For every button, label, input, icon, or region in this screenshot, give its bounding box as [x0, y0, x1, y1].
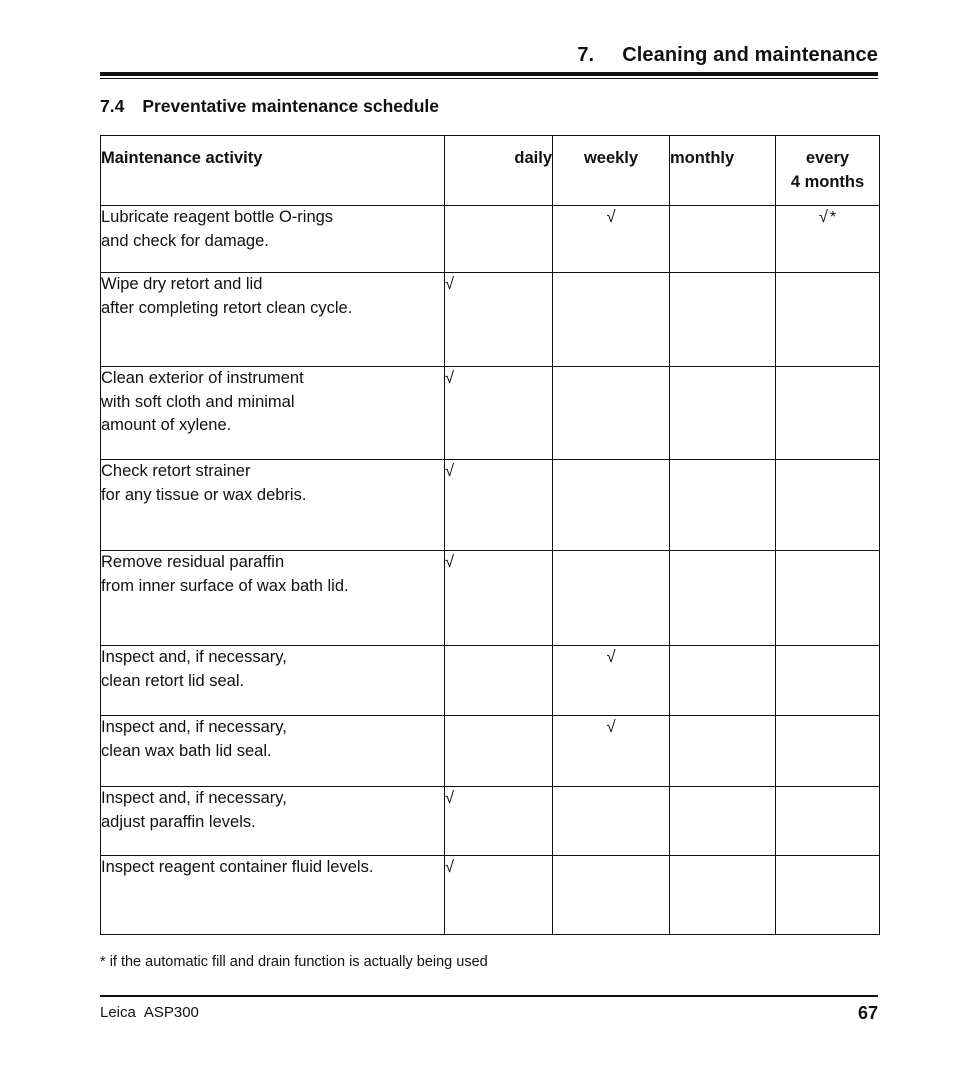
table-row — [101, 460, 880, 551]
weekly-cell — [553, 273, 670, 367]
check-mark: √ — [606, 208, 616, 226]
activity-line: for any tissue or wax debris. — [101, 485, 307, 504]
footer-model: ASP300 — [143, 1004, 199, 1021]
every-4-months-cell — [776, 273, 880, 367]
section-heading — [100, 96, 439, 117]
footnote-marker: * — [100, 954, 106, 970]
activity-line: and check for damage. — [101, 231, 269, 250]
monthly-cell — [670, 787, 776, 856]
weekly-cell — [553, 460, 670, 551]
activity-cell — [101, 367, 445, 460]
col-header-weekly: weekly — [553, 136, 670, 206]
every-4-months-cell — [776, 856, 880, 935]
header-rule-thin — [100, 78, 878, 79]
daily-cell — [445, 206, 553, 273]
col-header-every-line2: 4 months — [790, 172, 865, 191]
daily-cell — [445, 787, 553, 856]
weekly-cell — [553, 716, 670, 787]
daily-cell — [445, 273, 553, 367]
footer-product — [100, 1004, 199, 1021]
chapter-heading — [577, 44, 878, 67]
monthly-cell — [670, 856, 776, 935]
check-mark: √ — [445, 553, 455, 571]
every-4-months-cell — [776, 646, 880, 716]
activity-line: Inspect and, if necessary, — [101, 718, 287, 736]
every-4-months-cell — [776, 716, 880, 787]
activity-cell — [101, 273, 445, 367]
daily-cell — [445, 367, 553, 460]
check-mark: √ — [606, 648, 616, 666]
footnote-text: if the automatic fill and drain function is actually being used — [109, 954, 488, 970]
every-4-months-cell — [776, 206, 880, 273]
daily-cell — [445, 646, 553, 716]
every-4-months-cell — [776, 367, 880, 460]
check-mark: √ — [445, 858, 455, 876]
col-header-every-line1: every — [805, 149, 850, 167]
activity-line: Remove residual paraffin — [101, 553, 285, 571]
table-row — [101, 646, 880, 716]
activity-line: adjust paraffin levels. — [101, 812, 256, 831]
every-4-months-cell — [776, 787, 880, 856]
monthly-cell — [670, 460, 776, 551]
footer-brand: Leica — [100, 1004, 136, 1021]
activity-cell — [101, 206, 445, 273]
activity-line: Lubricate reagent bottle O-rings — [101, 208, 334, 226]
check-mark: √ — [445, 275, 455, 293]
activity-line: Wipe dry retort and lid — [101, 275, 263, 293]
activity-line: with soft cloth and minimal — [101, 392, 295, 411]
activity-cell — [101, 460, 445, 551]
check-mark: √ — [445, 369, 455, 387]
section-number: 7.4 — [100, 96, 125, 116]
monthly-cell — [670, 206, 776, 273]
col-header-monthly: monthly — [670, 136, 776, 206]
table-row — [101, 551, 880, 646]
col-header-activity: Maintenance activity — [101, 136, 445, 206]
daily-cell — [445, 716, 553, 787]
chapter-number: 7. — [577, 44, 595, 66]
header-rule-thick — [100, 72, 878, 76]
weekly-cell — [553, 856, 670, 935]
activity-cell — [101, 551, 445, 646]
page-number: 67 — [857, 1003, 878, 1023]
activity-line: amount of xylene. — [101, 416, 232, 434]
footnote — [100, 954, 488, 970]
check-mark: √ — [445, 462, 455, 480]
weekly-cell — [553, 367, 670, 460]
table-header-row — [101, 136, 880, 206]
col-header-daily: daily — [445, 136, 553, 206]
activity-cell — [101, 716, 445, 787]
table-row — [101, 856, 880, 935]
check-mark: √ — [818, 208, 828, 226]
monthly-cell — [670, 367, 776, 460]
daily-cell — [445, 856, 553, 935]
activity-line: Inspect and, if necessary, — [101, 789, 287, 807]
section-title: Preventative maintenance schedule — [142, 96, 439, 116]
daily-cell — [445, 460, 553, 551]
activity-line: Inspect and, if necessary, — [101, 648, 287, 666]
weekly-cell — [553, 787, 670, 856]
maintenance-schedule-table — [100, 135, 880, 935]
activity-line: from inner surface of wax bath lid. — [101, 576, 349, 595]
activity-cell — [101, 646, 445, 716]
activity-cell — [101, 856, 445, 935]
check-mark: √ — [606, 718, 616, 736]
weekly-cell — [553, 646, 670, 716]
every-4-months-cell — [776, 551, 880, 646]
weekly-cell — [553, 551, 670, 646]
monthly-cell — [670, 551, 776, 646]
table-row — [101, 787, 880, 856]
chapter-title: Cleaning and maintenance — [622, 44, 878, 66]
activity-line: Check retort strainer — [101, 462, 251, 480]
table-row — [101, 206, 880, 273]
table-row — [101, 273, 880, 367]
activity-line: Clean exterior of instrument — [101, 369, 304, 387]
activity-line: clean retort lid seal. — [101, 671, 245, 690]
daily-cell — [445, 551, 553, 646]
weekly-cell — [553, 206, 670, 273]
monthly-cell — [670, 273, 776, 367]
activity-line: clean wax bath lid seal. — [101, 741, 272, 760]
footer-rule — [100, 995, 878, 997]
asterisk-marker: * — [829, 209, 837, 226]
every-4-months-cell — [776, 460, 880, 551]
table-row — [101, 716, 880, 787]
col-header-every-4-months — [776, 136, 880, 206]
check-mark: √ — [445, 789, 455, 807]
monthly-cell — [670, 716, 776, 787]
monthly-cell — [670, 646, 776, 716]
activity-line: Inspect reagent container fluid levels. — [101, 858, 374, 876]
activity-line: after completing retort clean cycle. — [101, 298, 353, 317]
table-row — [101, 367, 880, 460]
activity-cell — [101, 787, 445, 856]
